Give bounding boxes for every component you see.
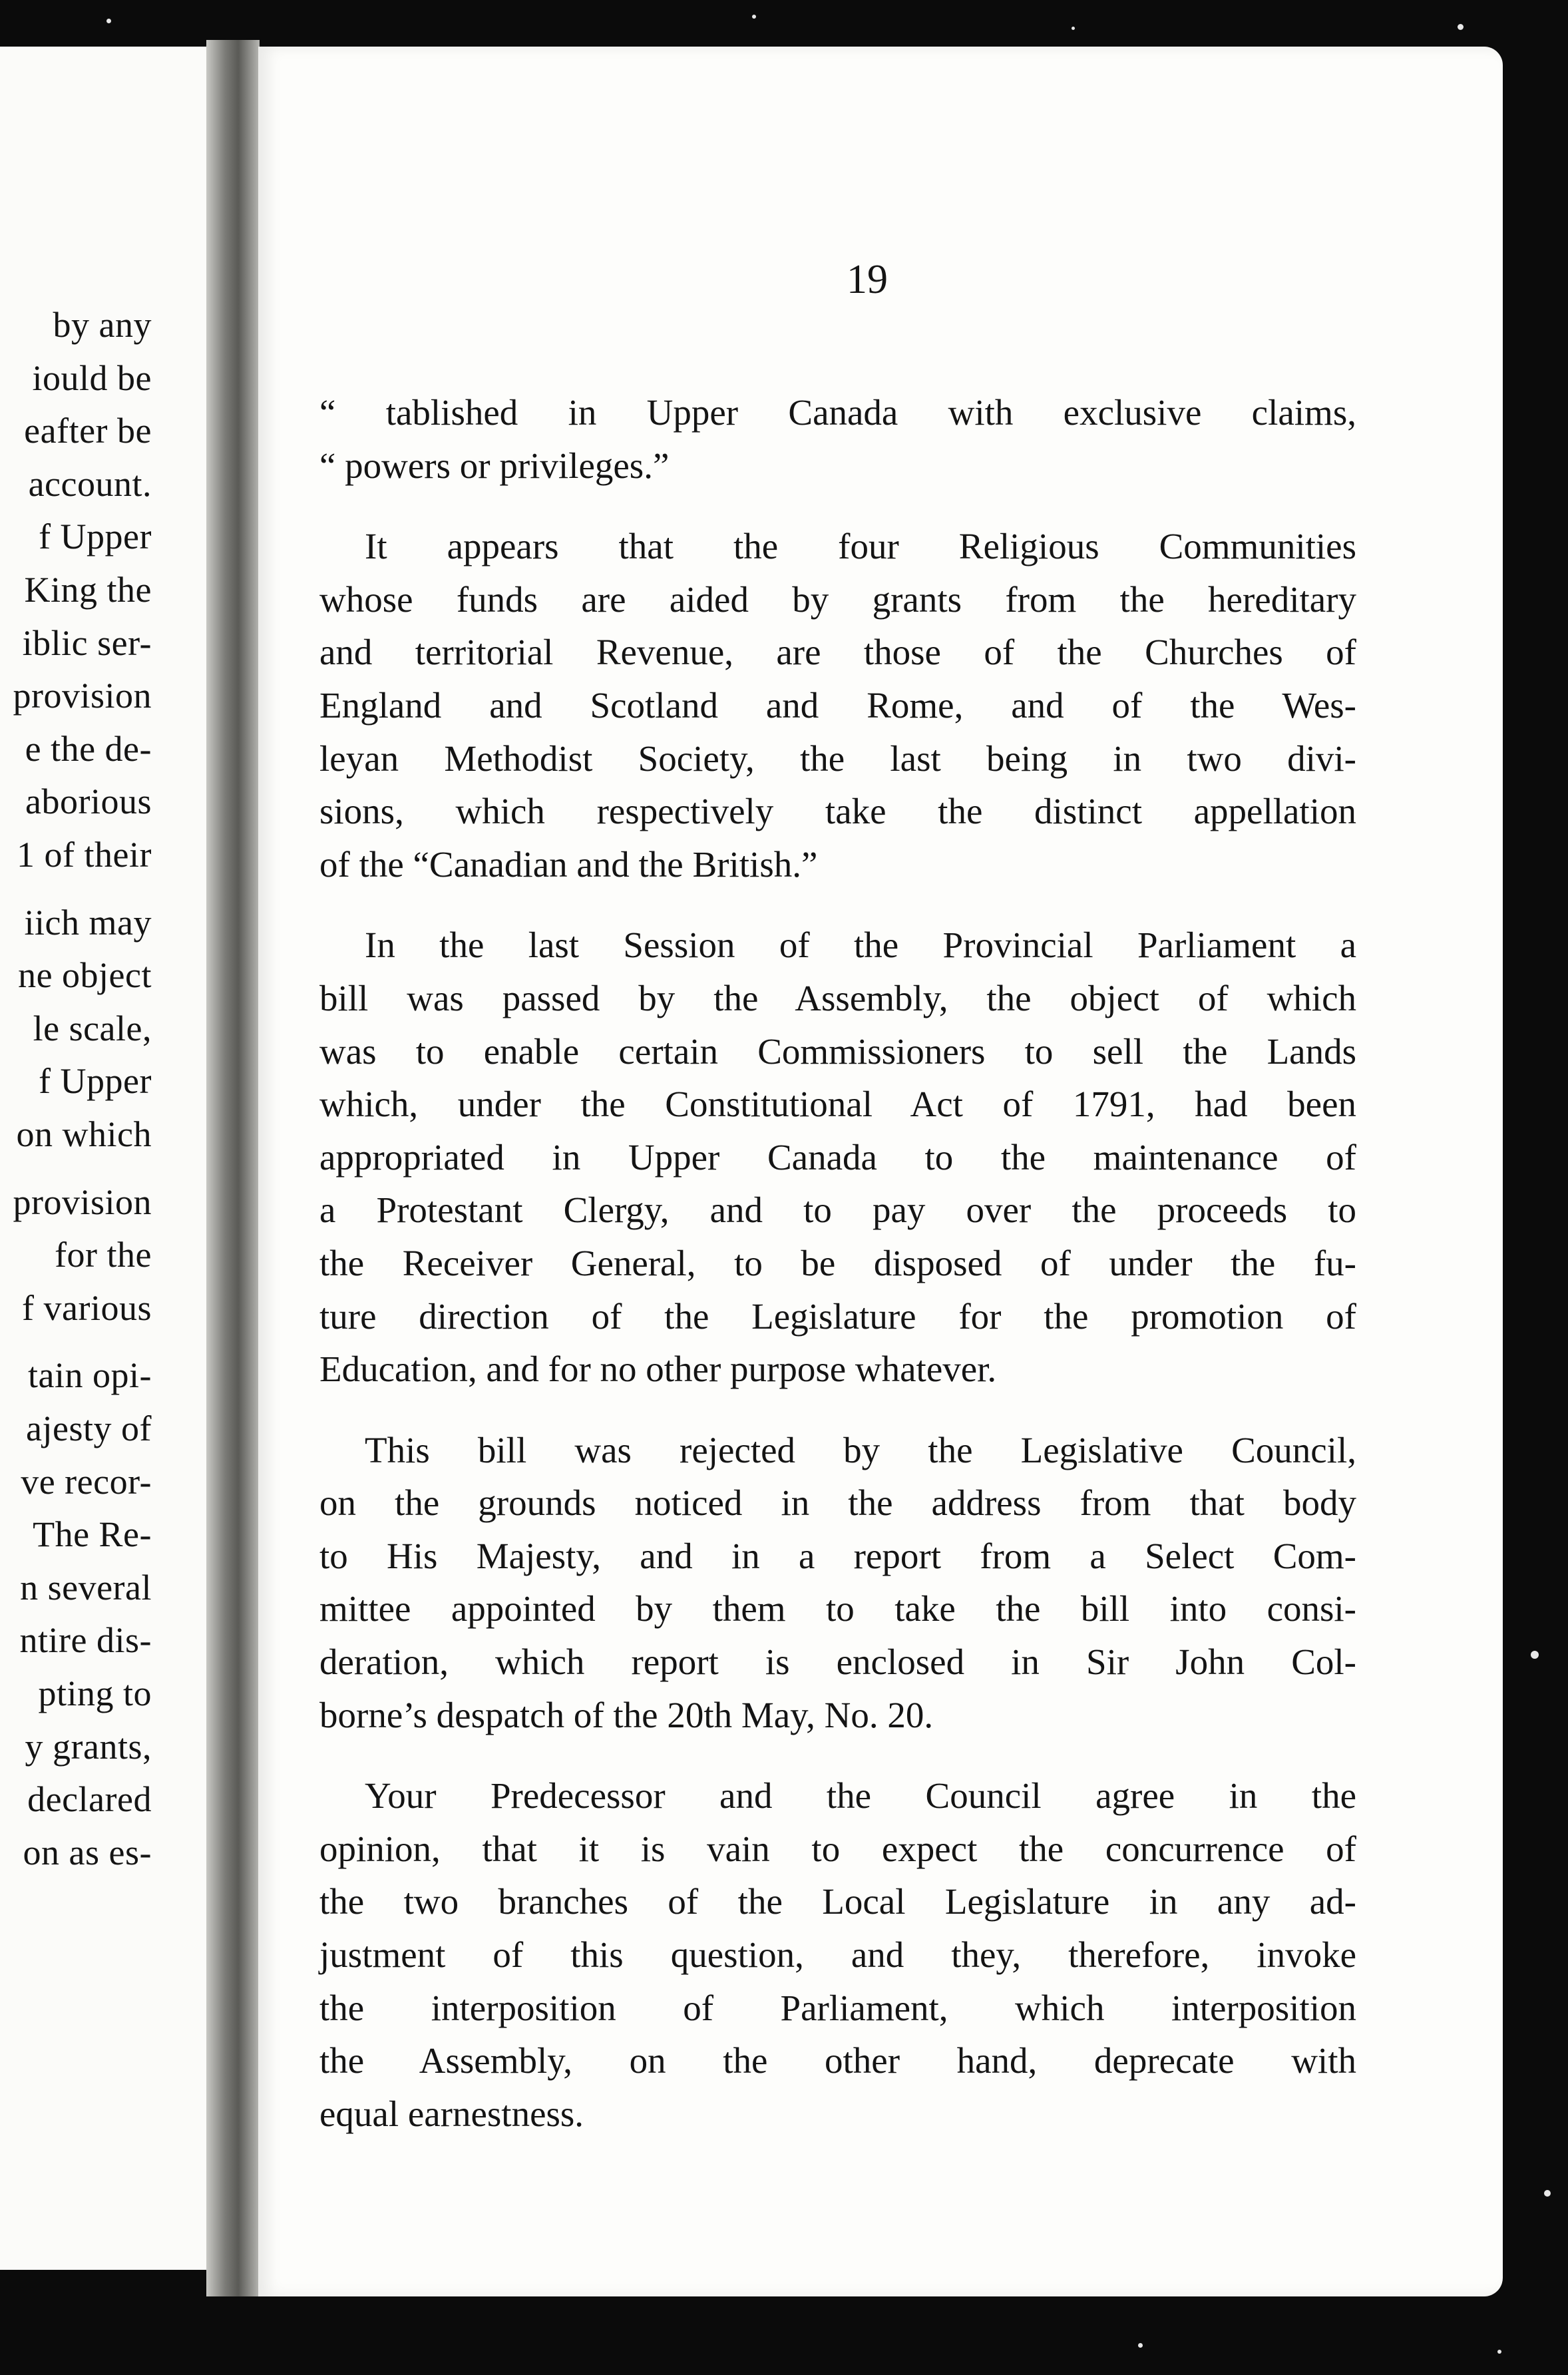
- facing-page-line: iich may: [24, 902, 152, 943]
- facing-page-line: declared: [27, 1779, 152, 1820]
- facing-page-line: ntire dis-: [19, 1620, 152, 1661]
- book-page: [258, 47, 1503, 2296]
- book-gutter: [206, 40, 260, 2296]
- text-line: “ powers or privileges.”: [319, 445, 670, 486]
- facing-page-line: eafter be: [24, 411, 152, 451]
- facing-page-line: tain opi-: [28, 1355, 152, 1396]
- body-text: [319, 386, 1356, 2140]
- text-line: England and Scotland and Rome, and of the Wes-: [319, 684, 1356, 726]
- facing-page-line: on which: [16, 1114, 152, 1154]
- facing-page-line: iould be: [32, 357, 152, 398]
- facing-page-line: ve recor-: [21, 1461, 152, 1502]
- text-line: It appears that the four Religious Communities: [365, 526, 1356, 567]
- text-line: borne’s despatch of the 20th May, No. 20.: [319, 1694, 934, 1735]
- text-line: bill was passed by the Assembly, the object of which: [319, 977, 1356, 1018]
- facing-page-line: e the de-: [25, 728, 152, 769]
- scan-speck: [1138, 2343, 1143, 2348]
- facing-page-line: y grants,: [25, 1726, 152, 1767]
- facing-page-line: aborious: [25, 781, 152, 822]
- scan-speck: [1544, 2190, 1551, 2197]
- text-line: a Protestant Clergy, and to pay over the proceeds to: [319, 1189, 1356, 1231]
- facing-page-line: The Re-: [33, 1514, 152, 1555]
- text-line: Education, and for no other purpose whatever.: [319, 1349, 997, 1390]
- paragraph: [319, 1769, 1356, 2140]
- facing-page-line: n several: [20, 1567, 152, 1608]
- text-line: of the “Canadian and the British.”: [319, 843, 818, 885]
- text-line: to His Majesty, and in a report from a Select Com-: [319, 1535, 1356, 1576]
- page-number: 19: [847, 257, 888, 302]
- facing-page-line: King the: [24, 570, 152, 610]
- scan-speck: [1531, 1651, 1539, 1659]
- text-line: leyan Methodist Society, the last being in two divi-: [319, 738, 1356, 779]
- text-line: which, under the Constitutional Act of 1791, had been: [319, 1084, 1356, 1125]
- paragraph: [319, 386, 1356, 492]
- text-line: “ tablished in Upper Canada with exclusive claims,: [319, 392, 1356, 433]
- text-line: the Assembly, on the other hand, deprecate with: [319, 2040, 1356, 2081]
- text-line: on the grounds noticed in the address from that body: [319, 1482, 1356, 1524]
- text-line: the Receiver General, to be disposed of under the fu-: [319, 1242, 1356, 1283]
- paragraph: [319, 520, 1356, 891]
- text-line: the interposition of Parliament, which interposition: [319, 1987, 1356, 2028]
- facing-page-line: f Upper: [39, 517, 152, 557]
- text-line: Your Predecessor and the Council agree in the: [365, 1775, 1356, 1817]
- paragraph: [319, 1424, 1356, 1742]
- facing-page-line: le scale,: [33, 1008, 152, 1048]
- scan-speck: [1458, 24, 1464, 30]
- facing-page-line: ne object: [18, 955, 152, 996]
- facing-page-line: provision: [13, 676, 152, 716]
- scan-speck: [1072, 27, 1075, 30]
- text-line: equal earnestness.: [319, 2093, 584, 2134]
- text-line: ture direction of the Legislature for the promotion of: [319, 1295, 1356, 1337]
- text-line: deration, which report is enclosed in Sir John Col-: [319, 1641, 1356, 1683]
- facing-page-line: for the: [55, 1235, 152, 1275]
- facing-page-line: f Upper: [39, 1061, 152, 1102]
- text-line: sions, which respectively take the distinct appellation: [319, 791, 1356, 832]
- facing-page-line: ajesty of: [26, 1408, 152, 1448]
- text-line: In the last Session of the Provincial Parliament a: [365, 925, 1356, 966]
- text-line: This bill was rejected by the Legislative Council,: [365, 1429, 1356, 1470]
- paragraph: [319, 919, 1356, 1395]
- facing-page-line: on as es-: [23, 1832, 152, 1872]
- text-line: appropriated in Upper Canada to the maintenance of: [319, 1136, 1356, 1178]
- facing-page-line: by any: [53, 305, 152, 345]
- scan-speck: [106, 19, 111, 23]
- scan-speck: [752, 15, 756, 19]
- facing-page-line: pting to: [38, 1673, 152, 1713]
- facing-page-line: f various: [22, 1287, 152, 1328]
- facing-page-line: provision: [13, 1182, 152, 1222]
- text-line: mittee appointed by them to take the bill into consi-: [319, 1588, 1356, 1629]
- text-line: whose funds are aided by grants from the hereditary: [319, 578, 1356, 620]
- facing-page-line: iblic ser-: [22, 622, 152, 663]
- text-line: was to enable certain Commissioners to sell the Lands: [319, 1030, 1356, 1072]
- scan-speck: [1497, 2350, 1501, 2354]
- text-line: justment of this question, and they, therefore, invoke: [319, 1934, 1356, 1976]
- text-line: opinion, that it is vain to expect the concurrence of: [319, 1828, 1356, 1869]
- facing-page-line: 1 of their: [17, 835, 152, 875]
- facing-page-fragment: [0, 47, 220, 2270]
- text-line: and territorial Revenue, are those of the Churches of: [319, 632, 1356, 673]
- facing-page-line: account.: [28, 463, 152, 504]
- text-line: the two branches of the Local Legislature in any ad-: [319, 1881, 1356, 1922]
